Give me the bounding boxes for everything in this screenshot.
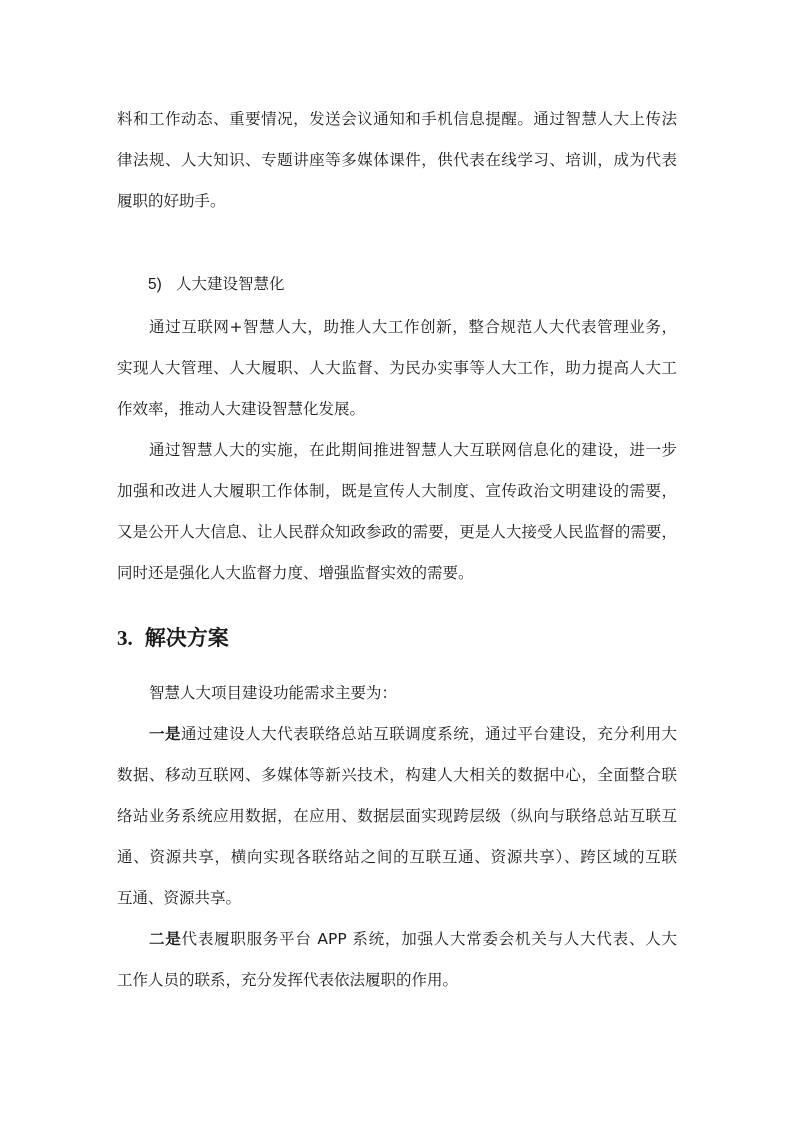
paragraph-5-line-2: 数据、移动互联网、多媒体等新兴技术，构建人大相关的数据中心，全面整合联 [117,766,677,784]
paragraph-5-first-rest: 通过建设人大代表联络总站互联调度系统，通过平台建设，充分利用大 [181,725,677,743]
paragraph-5-line-5: 互通、资源共享。 [117,889,242,907]
paragraph-3-line-3: 又是公开人大信息、让人民群众知政参政的需要，更是人大接受人民监督的需要， [117,523,677,541]
paragraph-6-lead: 二是 [149,930,182,948]
paragraph-1-line-2: 律法规、人大知识、专题讲座等多媒体课件，供代表在线学习、培训，成为代表 [117,151,677,169]
list-item-5 [148,273,285,296]
paragraph-3-line-4: 同时还是强化人大监督力度、增强监督实效的需要。 [117,564,474,582]
paragraph-5-lead: 一是 [149,725,182,743]
paragraph-2-line-1: 通过互联网+智慧人大，助推人大工作创新，整合规范人大代表管理业务， [149,318,677,336]
paragraph-3-line-1: 通过智慧人大的实施，在此期间推进智慧人大互联网信息化的建设，进一步 [149,441,677,459]
paragraph-1-line-3: 履职的好助手。 [117,192,226,210]
paragraph-6-first-rest: 代表履职服务平台 APP 系统，加强人大常委会机关与人大代表、人大 [181,930,677,948]
paragraph-5-line-4: 通、资源共享，横向实现各联络站之间的互联互通、资源共享）、跨区域的互联 [117,848,677,866]
paragraph-2-line-2: 实现人大管理、人大履职、人大监督、为民办实事等人大工作，助力提高人大工 [117,359,677,377]
paragraph-3-line-2: 加强和改进人大履职工作体制，既是宣传人大制度、宣传政治文明建设的需要， [117,482,677,500]
paragraph-2-line-3: 作效率，推动人大建设智慧化发展。 [117,400,366,418]
paragraph-6-line-1 [149,928,677,950]
section-heading-title: 解决方案 [144,626,229,650]
section-heading-number: 3. [117,626,133,650]
section-heading [117,623,229,653]
paragraph-1-line-1: 料和工作动态、重要情况，发送会议通知和手机信息提醒。通过智慧人大上传法 [117,110,677,128]
list-item-5-label: 人大建设智慧化 [176,275,285,293]
paragraph-5-line-1 [149,723,677,745]
paragraph-6-line-2: 工作人员的联系，充分发挥代表依法履职的作用。 [117,971,459,989]
list-item-5-number: 5) [148,276,162,293]
paragraph-4-line-1: 智慧人大项目建设功能需求主要为： [149,684,398,702]
paragraph-5-line-3: 络站业务系统应用数据，在应用、数据层面实现跨层级（纵向与联络总站互联互 [117,807,677,825]
